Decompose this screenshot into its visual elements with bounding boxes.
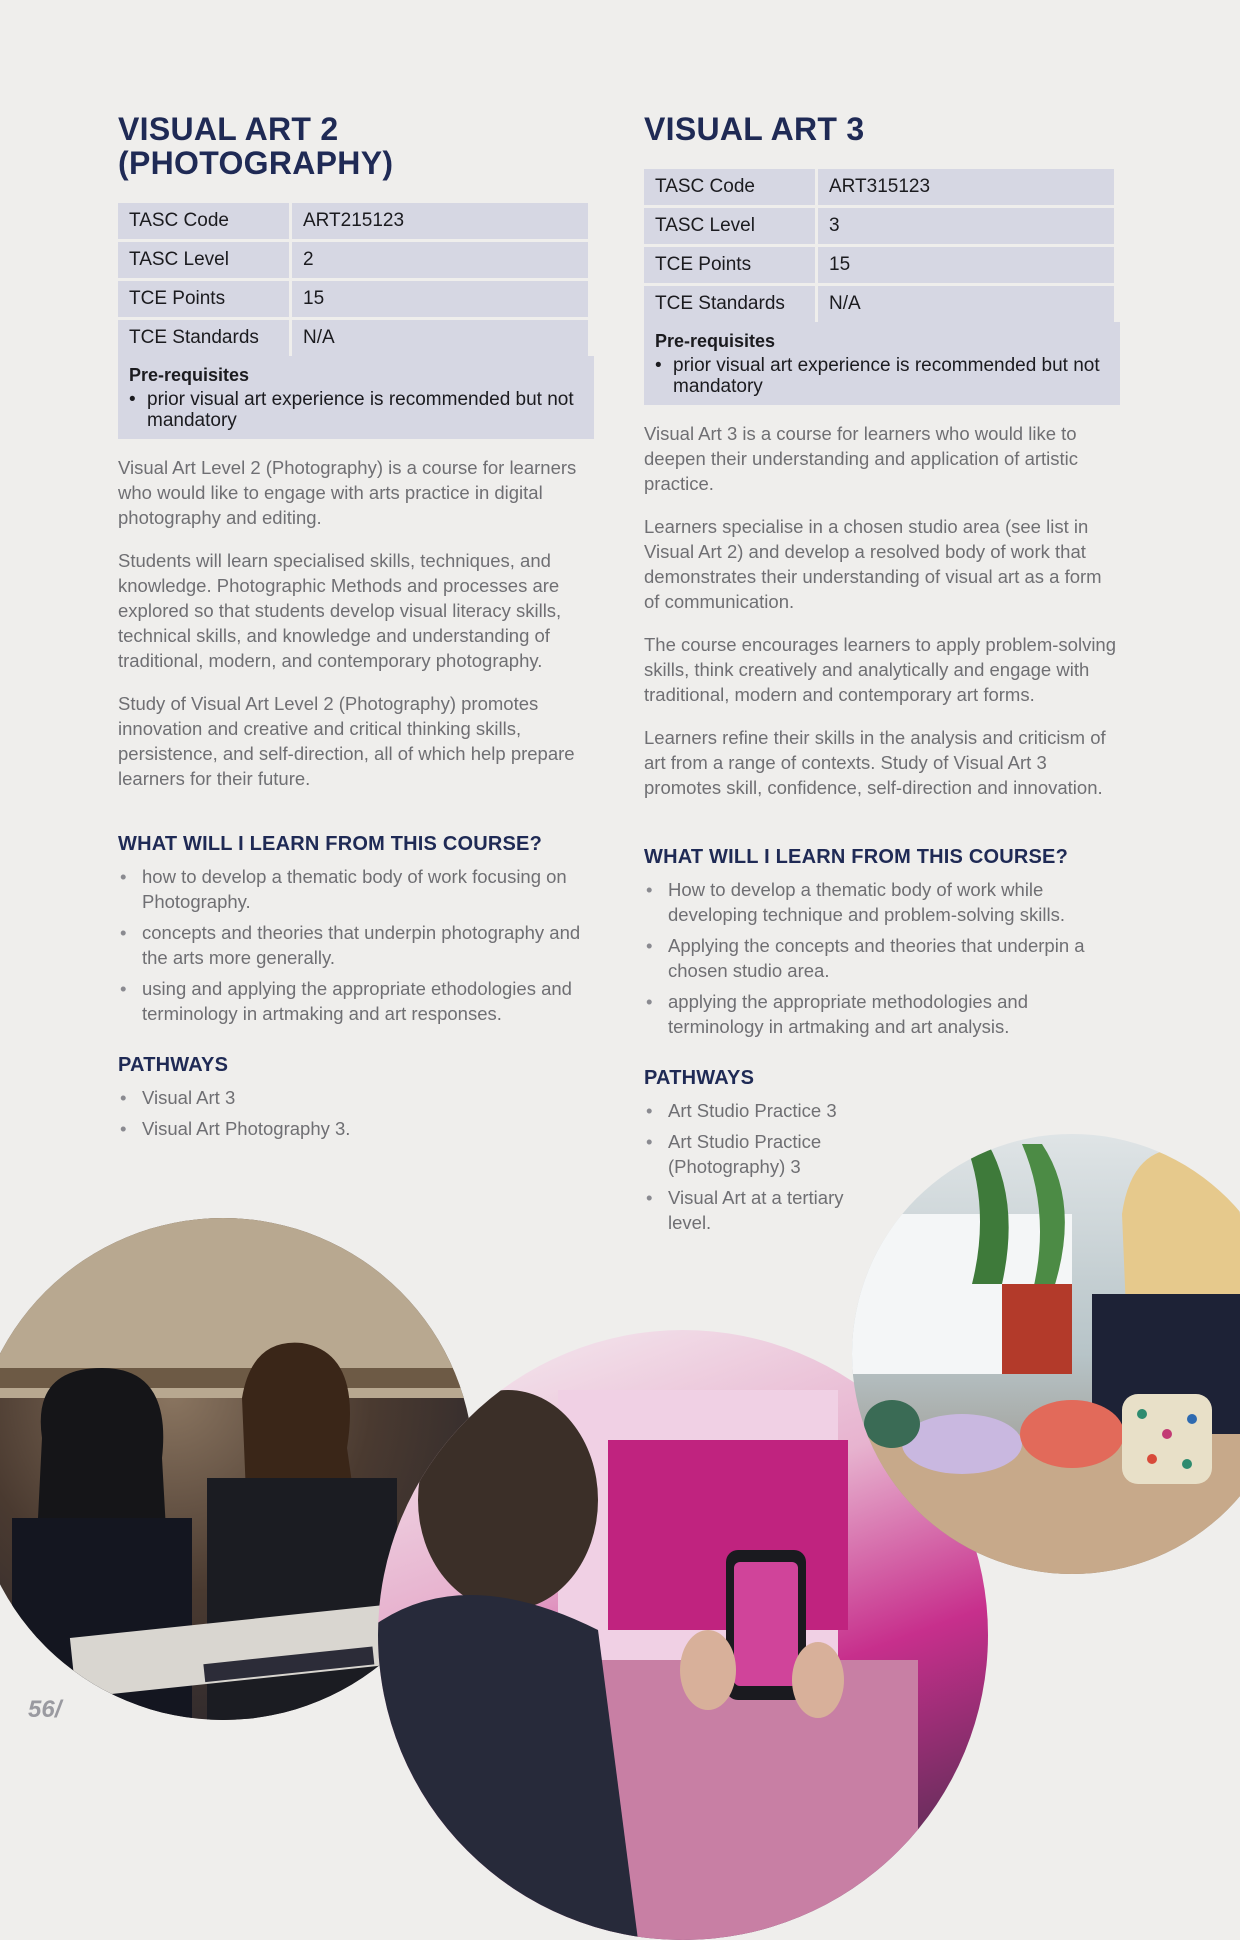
course-paragraph: Visual Art Level 2 (Photography) is a course for learners who would like to engage with arts practice in digital photography and editing. bbox=[118, 457, 577, 528]
info-row bbox=[644, 208, 1114, 244]
list-item: • concepts and theories that underpin photography and the arts more generally. bbox=[118, 920, 594, 970]
course-title: VISUAL ART 3 bbox=[644, 111, 865, 147]
learn-list bbox=[118, 864, 594, 1026]
info-key: TASC Level bbox=[644, 208, 815, 244]
info-key: TASC Code bbox=[118, 203, 289, 239]
learn-list bbox=[644, 877, 1120, 1039]
info-key: TCE Standards bbox=[644, 286, 815, 322]
pathways-heading: PATHWAYS bbox=[644, 1067, 755, 1089]
info-row bbox=[118, 203, 588, 239]
pathways-list bbox=[644, 1098, 854, 1235]
course-paragraph: The course encourages learners to apply problem-solving skills, think creatively and analytically and engage with traditional, modern and contemporary art forms. bbox=[644, 634, 1117, 705]
course-visual-art-2 bbox=[118, 112, 594, 1147]
info-value: N/A bbox=[292, 320, 588, 356]
pathways-list bbox=[118, 1085, 594, 1141]
list-item: • How to develop a thematic body of work while developing technique and problem-solving skills. bbox=[644, 877, 1120, 927]
info-value: N/A bbox=[818, 286, 1114, 322]
info-row bbox=[644, 247, 1114, 283]
list-item: • Applying the concepts and theories that underpin a chosen studio area. bbox=[644, 933, 1120, 983]
course-paragraph: Students will learn specialised skills, techniques, and knowledge. Photographic Methods and processes are explored so that students develop visual literacy skills, technical skills, and knowledge and understanding of traditional, modern, and contemporary photography. bbox=[118, 550, 562, 671]
course-visual-art-3 bbox=[644, 112, 1120, 1241]
info-key: TCE Points bbox=[118, 281, 289, 317]
info-value: 15 bbox=[292, 281, 588, 317]
prerequisite-item: • prior visual art experience is recommended but not mandatory bbox=[129, 389, 583, 431]
info-value: 3 bbox=[818, 208, 1114, 244]
info-value: ART315123 bbox=[818, 169, 1114, 205]
info-row bbox=[644, 169, 1114, 205]
prerequisites-box bbox=[644, 322, 1120, 405]
course-paragraph: Learners refine their skills in the analysis and criticism of art from a range of contexts. Study of Visual Art 3 promotes skill, confidence, self-direction and innovation. bbox=[644, 727, 1106, 798]
course-paragraph: Study of Visual Art Level 2 (Photography) promotes innovation and creative and critical thinking skills, persistence, and self-direction, all of which help prepare learners for their future. bbox=[118, 693, 575, 789]
list-item: • using and applying the appropriate ethodologies and terminology in artmaking and art responses. bbox=[118, 976, 594, 1026]
info-value: 2 bbox=[292, 242, 588, 278]
list-item: • Visual Art Photography 3. bbox=[118, 1116, 594, 1141]
list-item: • applying the appropriate methodologies and terminology in artmaking and art analysis. bbox=[644, 989, 1120, 1039]
info-key: TASC Level bbox=[118, 242, 289, 278]
list-item: • Visual Art 3 bbox=[118, 1085, 594, 1110]
list-item: • how to develop a thematic body of work focusing on Photography. bbox=[118, 864, 594, 914]
info-key: TCE Standards bbox=[118, 320, 289, 356]
course-paragraph: Learners specialise in a chosen studio area (see list in Visual Art 2) and develop a resolved body of work that demonstrates their understanding of visual art as a form of communication. bbox=[644, 516, 1102, 612]
info-row bbox=[118, 320, 588, 356]
info-key: TASC Code bbox=[644, 169, 815, 205]
learn-heading: WHAT WILL I LEARN FROM THIS COURSE? bbox=[118, 833, 543, 855]
pathways-heading: PATHWAYS bbox=[118, 1054, 229, 1076]
course-paragraph: Visual Art 3 is a course for learners who would like to deepen their understanding and application of artistic practice. bbox=[644, 423, 1079, 494]
course-info-table bbox=[115, 200, 591, 359]
info-key: TCE Points bbox=[644, 247, 815, 283]
prerequisites-title: Pre-requisites bbox=[129, 365, 250, 385]
page-number: 56/ bbox=[28, 1696, 62, 1723]
course-info-table bbox=[641, 166, 1117, 325]
list-item: • Art Studio Practice 3 bbox=[644, 1098, 854, 1123]
course-title: VISUAL ART 2 (PHOTOGRAPHY) bbox=[118, 111, 394, 181]
info-row bbox=[118, 281, 588, 317]
learn-heading: WHAT WILL I LEARN FROM THIS COURSE? bbox=[644, 846, 1069, 868]
prerequisites-title: Pre-requisites bbox=[655, 331, 776, 351]
list-item: • Visual Art at a tertiary level. bbox=[644, 1185, 854, 1235]
info-row bbox=[118, 242, 588, 278]
info-value: ART215123 bbox=[292, 203, 588, 239]
prerequisite-item: • prior visual art experience is recommended but not mandatory bbox=[655, 355, 1109, 397]
prerequisites-box bbox=[118, 356, 594, 439]
info-value: 15 bbox=[818, 247, 1114, 283]
list-item: • Art Studio Practice (Photography) 3 bbox=[644, 1129, 854, 1179]
info-row bbox=[644, 286, 1114, 322]
